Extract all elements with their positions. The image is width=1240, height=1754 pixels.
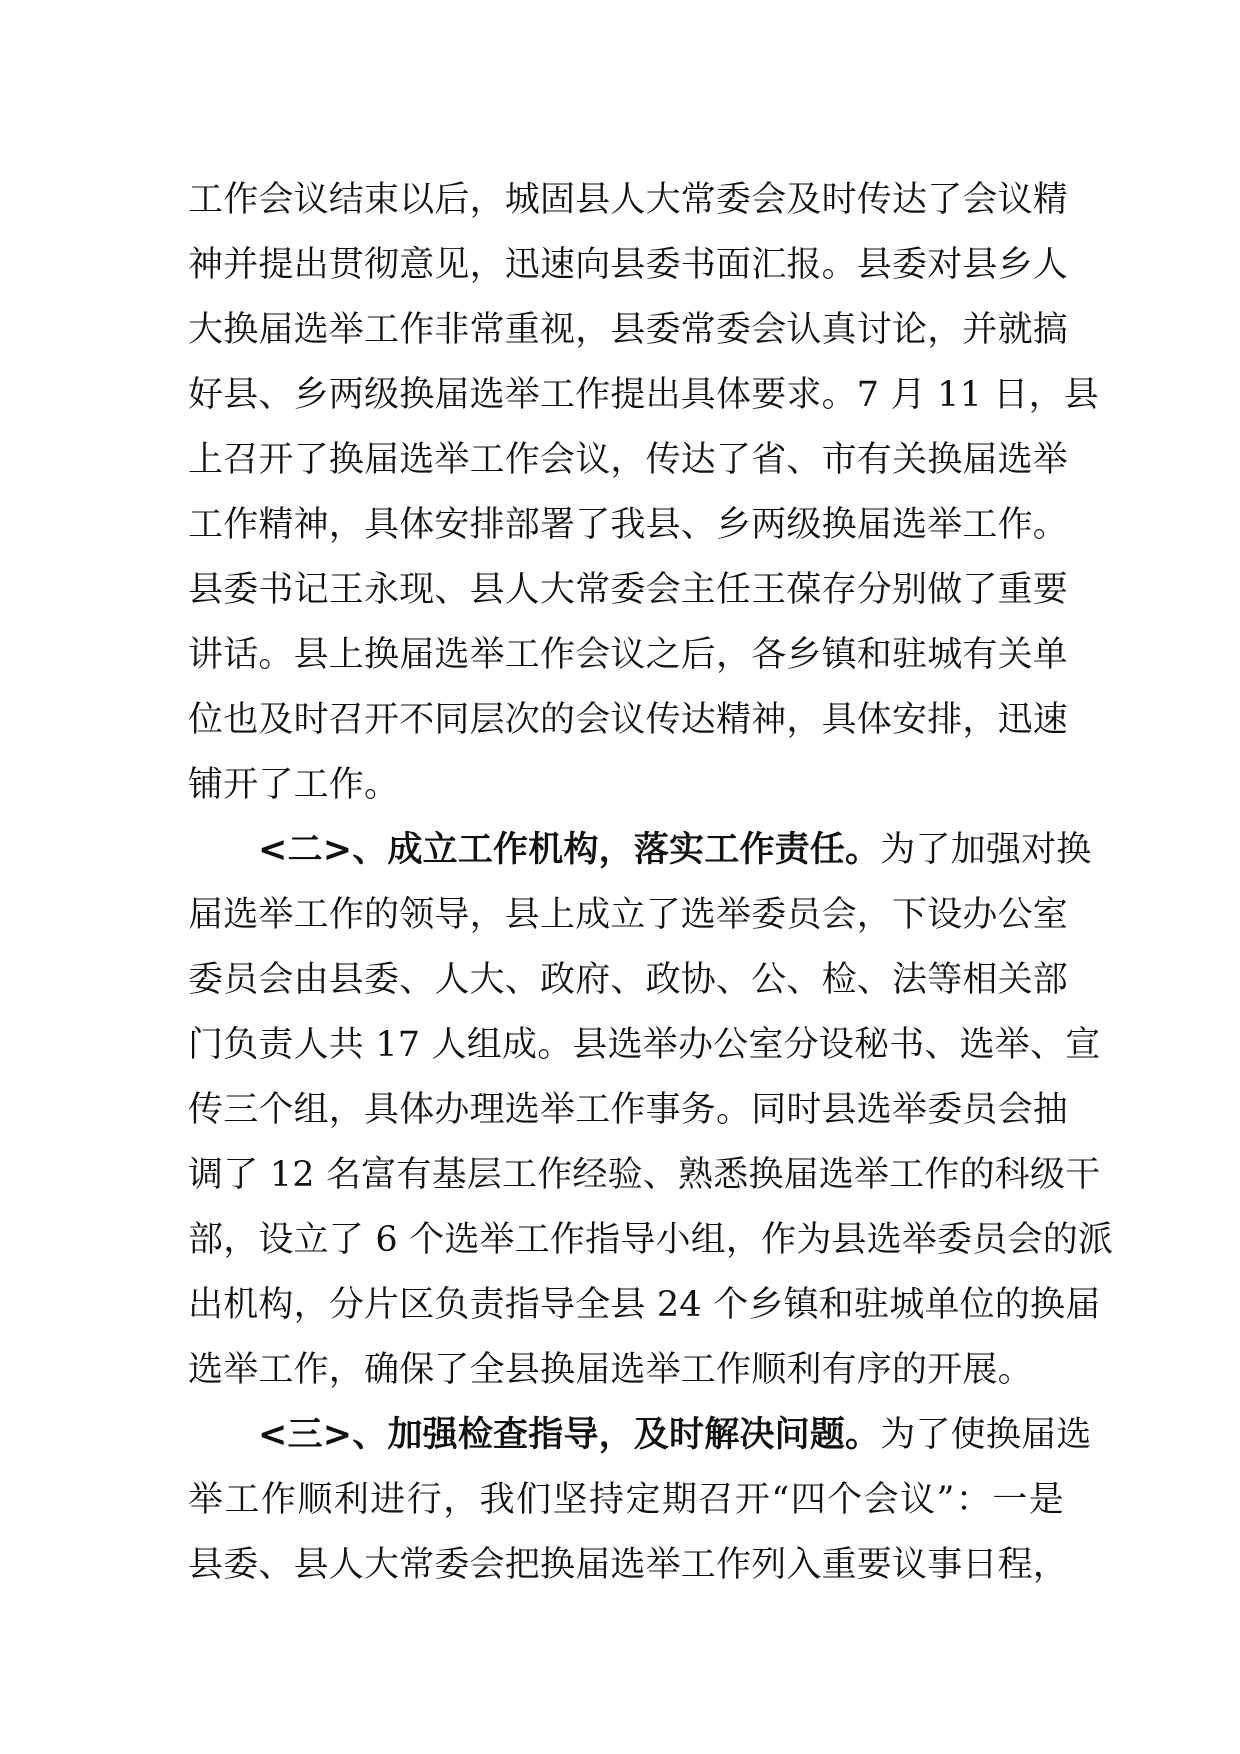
- paragraph-3: [188, 1403, 1092, 1598]
- paragraph-text: 为了使换届选: [880, 1415, 1092, 1455]
- paragraph-line: 工作精神，具体安排部署了我县、乡两级换届选举工作。: [188, 505, 1069, 545]
- paragraph-1: [188, 168, 1099, 818]
- paragraph-line: 选举工作，确保了全县换届选举工作顺利有序的开展。: [188, 1350, 1033, 1390]
- paragraph-first-line: [188, 818, 1092, 883]
- paragraph-line: 出机构，分片区负责指导全县 24 个乡镇和驻城单位的换届: [188, 1285, 1101, 1325]
- paragraph-line: 举工作顺利进行，我们坚持定期召开“四个会议”：一是: [188, 1480, 1064, 1520]
- paragraph-line: 调了 12 名富有基层工作经验、熟悉换届选举工作的科级干: [188, 1155, 1101, 1195]
- paragraph-line: 大换届选举工作非常重视，县委常委会认真讨论，并就搞: [188, 310, 1069, 350]
- paragraph-line: 部，设立了 6 个选举工作指导小组，作为县选举委员会的派: [188, 1220, 1114, 1260]
- paragraph-line: 位也及时召开不同层次的会议传达精神，具体安排，迅速: [188, 700, 1069, 740]
- paragraph-line: 铺开了工作。: [188, 765, 400, 805]
- paragraph-line: 神并提出贯彻意见，迅速向县委书面汇报。县委对县乡人: [188, 245, 1069, 285]
- paragraph-line: 讲话。县上换届选举工作会议之后，各乡镇和驻城有关单: [188, 635, 1069, 675]
- paragraph-line: 工作会议结束以后，城固县人大常委会及时传达了会议精: [188, 180, 1069, 220]
- paragraph-line: 县委、县人大常委会把换届选举工作列入重要议事日程，: [188, 1545, 1069, 1585]
- paragraph-line: 届选举工作的领导，县上成立了选举委员会，下设办公室: [188, 895, 1069, 935]
- paragraph-line: 门负责人共 17 人组成。县选举办公室分设秘书、选举、宣: [188, 1025, 1101, 1065]
- document-body: [188, 168, 1114, 1598]
- paragraph-text: 为了加强对换: [880, 830, 1092, 870]
- section-heading: <二>、成立工作机构，落实工作责任。: [258, 830, 881, 870]
- paragraph-line: 上召开了换届选举工作会议，传达了省、市有关换届选举: [188, 440, 1069, 480]
- paragraph-line: 县委书记王永现、县人大常委会主任王葆存分别做了重要: [188, 570, 1069, 610]
- paragraph-line: 委员会由县委、人大、政府、政协、公、检、法等相关部: [188, 960, 1069, 1000]
- section-heading: <三>、加强检查指导，及时解决问题。: [258, 1415, 881, 1455]
- paragraph-first-line: [188, 1403, 1092, 1468]
- paragraph-line: 传三个组，具体办理选举工作事务。同时县选举委员会抽: [188, 1090, 1069, 1130]
- paragraph-2: [188, 818, 1114, 1403]
- paragraph-line: 好县、乡两级换届选举工作提出具体要求。7 月 11 日，县: [188, 375, 1099, 415]
